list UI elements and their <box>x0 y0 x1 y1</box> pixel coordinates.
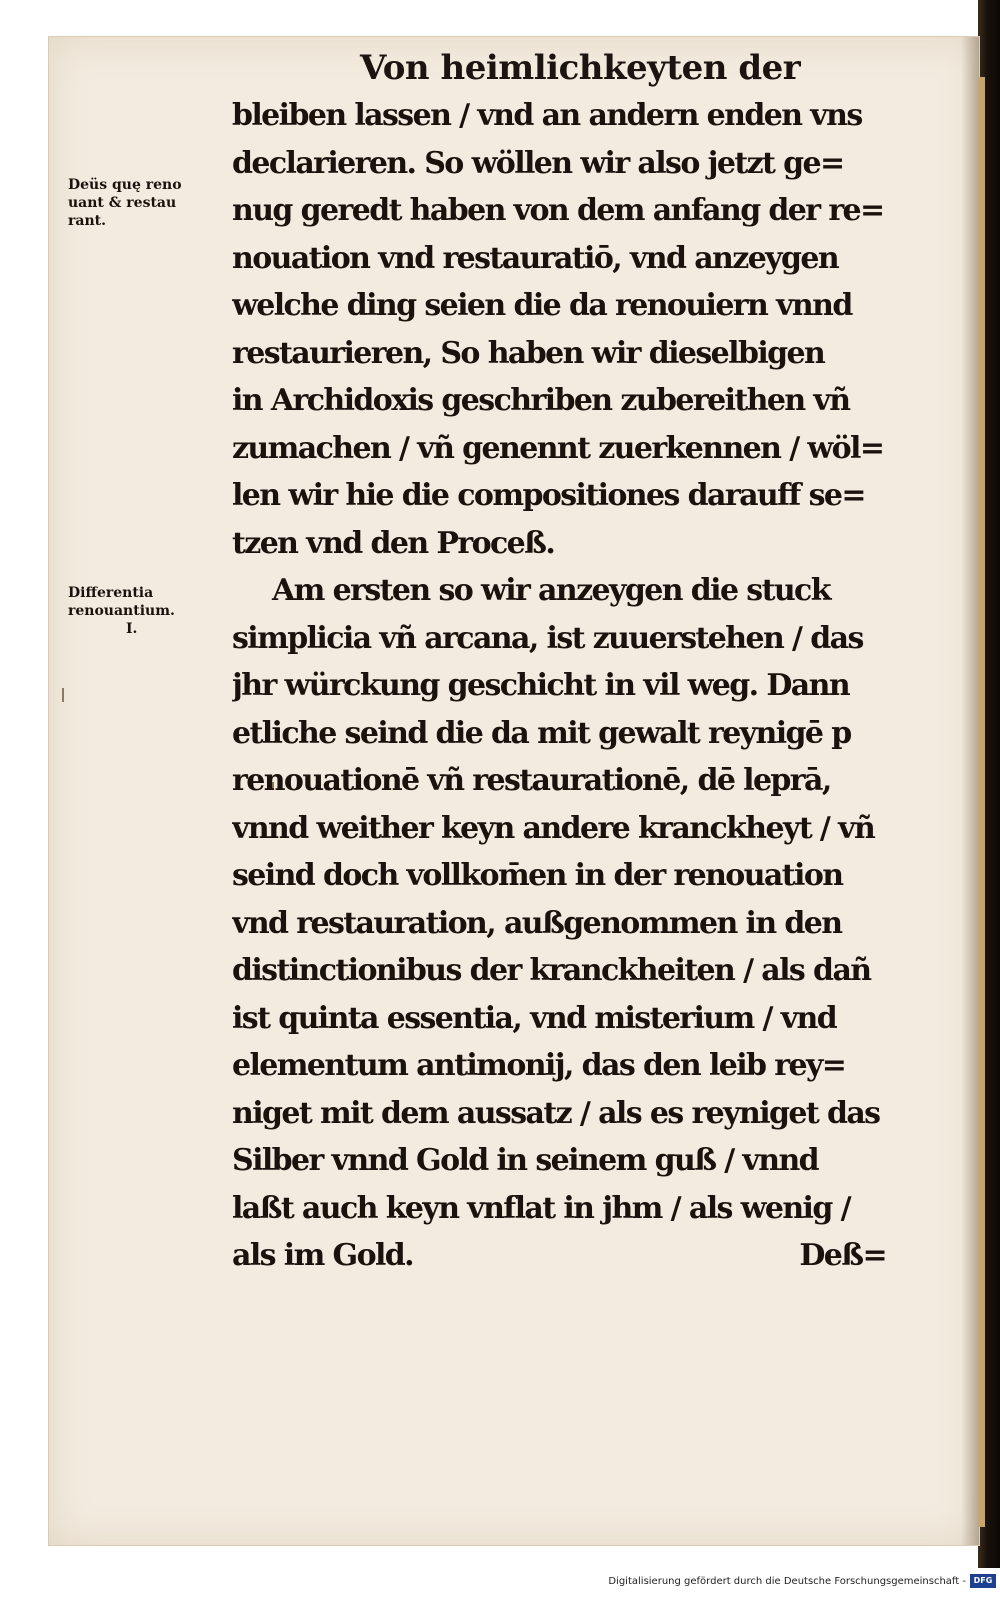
text-line: vnd restauration, außgenommen in den <box>232 905 842 941</box>
stray-mark <box>62 688 64 702</box>
text-line: bleiben lassen / vnd an andern enden vns <box>232 98 862 133</box>
page-gilt-edge <box>979 77 985 1527</box>
last-line-text: als im Gold. <box>232 1238 414 1273</box>
text-line: tzen vnd den Proceß. <box>232 525 555 561</box>
running-head: Von heimlichkeyten der <box>360 48 801 88</box>
footer-credit: Digitalisierung gefördert durch die Deutsche Forschungsgemeinschaft - <box>608 1576 966 1587</box>
footer-bar <box>0 1568 1000 1598</box>
text-line: simplicia vñ arcana, ist zuuerstehen / das <box>232 620 863 656</box>
margin-note-1 <box>68 176 238 230</box>
page-curl-shadow <box>961 37 979 1545</box>
margin-note-line: rant. <box>68 213 106 229</box>
text-line: zumachen / vñ genennt zuerkennen / wöl= <box>232 430 884 466</box>
text-line: seind doch vollkom̄en in der renouation <box>232 858 843 893</box>
text-line-last <box>232 1232 892 1280</box>
text-line: etliche seind die da mit gewalt reynigē p <box>232 715 851 751</box>
margin-note-line: uant & restau <box>68 195 177 211</box>
text-line: vnnd weither keyn andere kranckheyt / vñ <box>232 810 875 846</box>
text-line: elementum antimonij, das den leib rey= <box>232 1048 846 1083</box>
margin-note-line: Differentia <box>68 585 154 601</box>
margin-note-line: renouantium. <box>68 603 175 619</box>
catchword: Deß= <box>799 1238 886 1273</box>
margin-note-number: I. <box>126 621 138 637</box>
text-line: Silber vnnd Gold in seinem guß / vnnd <box>232 1143 819 1178</box>
text-line: laßt auch keyn vnflat in jhm / als wenig / <box>232 1190 850 1226</box>
text-line: distinctionibus der kranckheiten / als dañ <box>232 953 871 988</box>
text-line: restaurieren, So haben wir dieselbigen <box>232 335 825 371</box>
text-line: nug geredt haben von dem anfang der re= <box>232 193 884 228</box>
text-line: len wir hie die compositiones darauff se= <box>232 478 865 513</box>
text-line: in Archidoxis geschriben zubereithen vñ <box>232 383 850 418</box>
body-text <box>232 92 892 1280</box>
text-line: welche ding seien die da renouiern vnnd <box>232 288 852 323</box>
text-line: niget mit dem aussatz / als es reyniget das <box>232 1095 880 1131</box>
text-line: nouation vnd restauratiō, vnd anzeygen <box>232 240 839 276</box>
text-line: jhr würckung geschicht in vil weg. Dann <box>232 668 850 703</box>
dfg-logo: DFG <box>970 1574 996 1588</box>
margin-note-line: Deüs quę reno <box>68 177 182 193</box>
margin-note-2 <box>68 584 238 638</box>
text-line: Am ersten so wir anzeygen die stuck <box>272 573 830 608</box>
text-line: ist quinta essentia, vnd misterium / vnd <box>232 1000 837 1036</box>
text-line: renouationē vñ restaurationē, dē leprā, <box>232 763 831 798</box>
text-line: declarieren. So wöllen wir also jetzt ge= <box>232 145 844 181</box>
